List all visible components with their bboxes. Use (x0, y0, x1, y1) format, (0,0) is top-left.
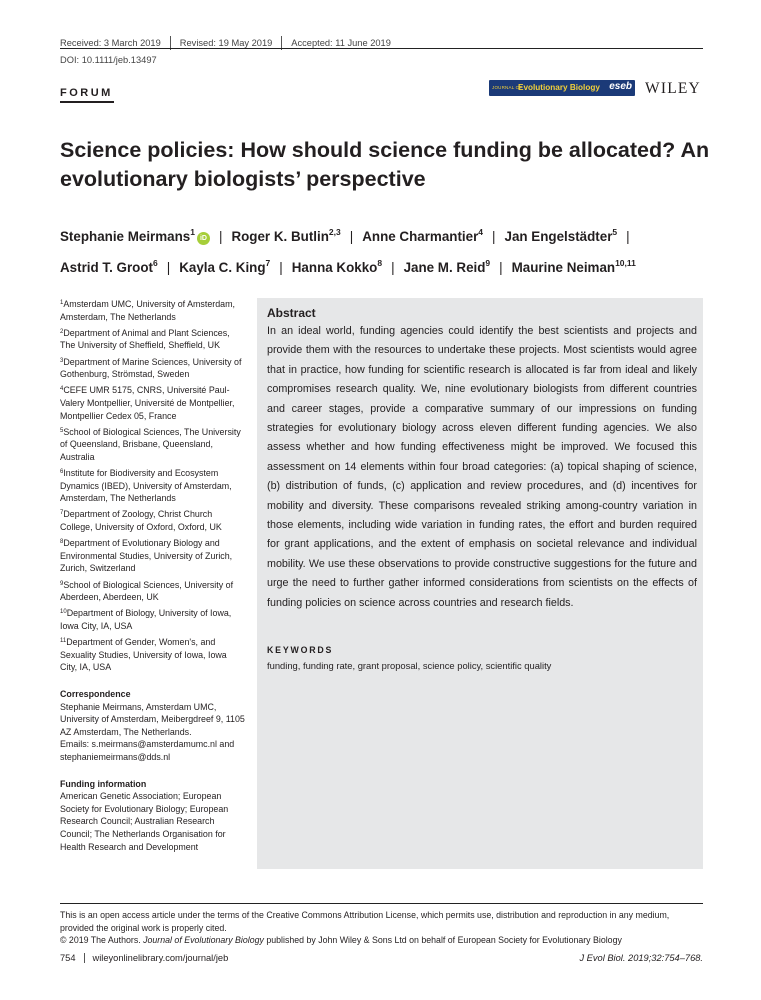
affiliation: $^{11}$Department of Gender, Women's, and Sexuality Studies, University of Iowa, Iowa City, IA, USA (60, 637, 227, 673)
affiliation: $^3$Department of Marine Sciences, University of Gothenburg, Strömstad, Sweden (60, 356, 242, 380)
abstract-heading: Abstract (267, 306, 316, 320)
correspondence-heading: Correspondence (60, 688, 131, 699)
footer-rule (60, 903, 703, 904)
affiliation: $^5$School of Biological Sciences, The University of Queensland, Brisbane, Queensland, Australia (60, 426, 241, 462)
author[interactable]: Maurine Neiman$^{10,11}$ (511, 258, 636, 275)
page-footer (60, 953, 703, 967)
sidebar-affiliations (60, 297, 246, 853)
journal-name: Journal of Evolutionary Biology (143, 935, 264, 945)
correspondence-address: Stephanie Meirmans, Amsterdam UMC, University of Amsterdam, Meibergdreef 9, 1105 AZ Amsterdam, The Netherlands. (60, 701, 245, 737)
header-rule (60, 48, 703, 49)
author[interactable]: Astrid T. Groot$^6$ (60, 258, 158, 275)
author[interactable]: Anne Charmantier$^4$ (362, 227, 484, 244)
correspondence-emails[interactable]: Emails: s.meirmans@amsterdamumc.nl and stephaniemeirmans@dds.nl (60, 739, 235, 762)
author[interactable]: Stephanie Meirmans$^1$ (60, 227, 195, 244)
funding-heading: Funding information (60, 778, 147, 789)
accepted-date: Accepted: 11 June 2019 (291, 38, 391, 48)
affiliation: $^9$School of Biological Sciences, University of Aberdeen, Aberdeen, UK (60, 579, 234, 603)
received-date: Received: 3 March 2019 (60, 36, 171, 50)
license-notice (60, 909, 703, 947)
affiliation: $^1$Amsterdam UMC, University of Amsterdam, Amsterdam, The Netherlands (60, 299, 235, 322)
affiliation: $^4$CEFE UMR 5175, CNRS, Université Paul-Valery Montpellier, Université de Montpellier, Montpellier Cedex 05, France (60, 385, 235, 421)
author-list: Stephanie Meirmans$^1$iD | Roger K. Butlin$^{2,3}$ | Anne Charmantier$^4$ | Jan Engelstädter$^5$ | Astrid T. Groot$^6$ | Kayla C. King$^7$ | Hanna Kokko$^8$ | Jane M. Reid$^9$ | Maurine Neiman$^{10,11}$ (60, 227, 636, 275)
author[interactable]: Kayla C. King$^7$ (179, 258, 271, 275)
keywords-heading: KEYWORDS (267, 645, 334, 655)
page-number: 754 (60, 953, 85, 963)
keywords-text: funding, funding rate, grant proposal, science policy, scientific quality (267, 660, 552, 671)
journal-logo-name: Evolutionary Biology (518, 83, 600, 92)
affiliation: $^6$Institute for Biodiversity and Ecosystem Dynamics (IBED), University of Amsterdam, Amsterdam, The Netherlands (60, 468, 232, 504)
affiliation: $^{10}$Department of Biology, University of Iowa, Iowa City, IA, USA (60, 608, 232, 631)
copyright-line: © 2019 The Authors. Journal of Evolutionary Biology published by John Wiley & Sons Ltd on behalf of European Society for Evolutionary Biology (60, 935, 622, 945)
orcid-icon[interactable]: iD (197, 232, 210, 245)
author[interactable]: Roger K. Butlin$^{2,3}$ (231, 227, 341, 244)
publisher-logo: WILEY (645, 80, 701, 97)
doi[interactable]: DOI: 10.1111/jeb.13497 (60, 55, 157, 65)
revised-date: Revised: 19 May 2019 (180, 36, 283, 50)
affiliation: $^7$Department of Zoology, Christ Church College, University of Oxford, Oxford, UK (60, 509, 222, 533)
author[interactable]: Hanna Kokko$^8$ (291, 258, 383, 275)
section-label: FORUM (60, 87, 113, 99)
journal-logo (489, 80, 635, 96)
journal-url[interactable]: wileyonlinelibrary.com/journal/jeb (92, 953, 229, 963)
author[interactable]: Jane M. Reid$^9$ (403, 258, 491, 275)
affiliation: $^8$Department of Evolutionary Biology and Environmental Studies, University of Zurich, Zurich, Switzerland (60, 538, 233, 574)
author[interactable]: Jan Engelstädter$^5$ (504, 227, 618, 244)
license-text: This is an open access article under the terms of the Creative Commons Attribution License, which permits use, distribution and reproduction in any medium, provided the original work is properly cited. (60, 910, 670, 933)
affiliation: $^2$Department of Animal and Plant Sciences, The University of Sheffield, Sheffield, UK (60, 327, 230, 351)
society-logo: eseb (609, 81, 632, 92)
abstract-text: In an ideal world, funding agencies could identify the best scientists and projects and provide them with the resources to undertake these projects. Most scientists would agree that in practice, how funding for scientific research is allocated is far from ideal and likely compromises research quality. We, nine evolutionary biologists from different countries and career stages, provide a comparative summary of our impressions on funding strategies for evolutionary biology across eleven different funding agencies. We also assess whether and how funding effectiveness might be improved. We focused this assessment on 14 elements within four broad categories: (a) topical shaping of science, (b) distribution of funds, (c) application and review procedures, and (d) incentives for mobility and diversity. These comparisons revealed striking among-country variation in those elements, including wide variation in funding rates, the effort and burden required for grant applications, and the extent of emphasis on societal relevance and individual mobility. We use these observations to provide constructive suggestions for the future and urge the need to further gather informed considerations from scientists on the effects of funding policies on science across countries and research fields. (267, 325, 697, 609)
citation: J Evol Biol. 2019;32:754–768. (579, 953, 703, 963)
journal-logo-small: JOURNAL OF (492, 85, 523, 90)
section-underline (60, 101, 114, 103)
funding-text: American Genetic Association; European Society for Evolutionary Biology; European Research Council; Australian Research Council; The Netherlands Organisation for Health Research and Development (60, 791, 229, 852)
article-title: Science policies: How should science funding be allocated? An evolutionary biologists’ perspective (60, 138, 710, 191)
